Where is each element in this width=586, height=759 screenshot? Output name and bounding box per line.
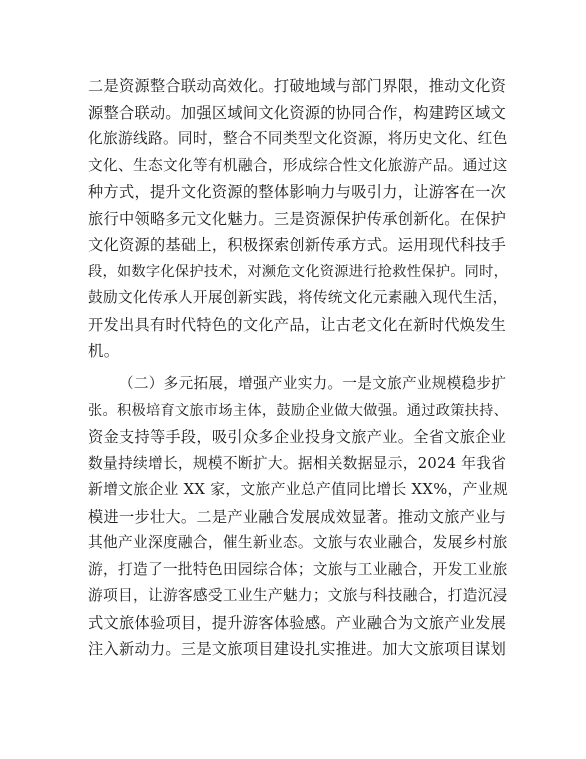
paragraph-line: 张。积极培育文旅市场主体，鼓励企业做大做强。通过政策扶持、 bbox=[88, 402, 508, 419]
paragraph-line: 种方式，提升文化资源的整体影响力与吸引力，让游客在一次 bbox=[88, 183, 507, 201]
paragraph-line: 新增文旅企业 XX 家，文旅产业总产值同比增长 XX%，产业规 bbox=[88, 481, 508, 498]
paragraph-line: 数量持续增长，规模不断扩大。据相关数据显示，2024 年我省 bbox=[88, 454, 507, 472]
paragraph-line: 二是资源整合联动高效化。打破地域与部门界限，推动文化资 bbox=[88, 77, 507, 95]
paragraph-resource-integration bbox=[88, 73, 508, 365]
paragraph-line: 开发出具有时代特色的文化产品，让古老文化在新时代焕发生 bbox=[88, 315, 507, 334]
paragraph-line: 鼓励文化传承人开展创新实践，将传统文化元素融入现代生活， bbox=[88, 289, 508, 306]
paragraph-industry-expansion bbox=[88, 371, 508, 663]
paragraph-line: 游项目，让游客感受工业生产魅力；文旅与科技融合，打造沉浸 bbox=[88, 587, 508, 604]
paragraph-line: 其他产业深度融合，催生新业态。文旅与农业融合，发展乡村旅 bbox=[88, 534, 508, 551]
paragraph-line: 机。 bbox=[88, 342, 120, 360]
paragraph-line: （二）多元拓展，增强产业实力。一是文旅产业规模稳步扩 bbox=[119, 375, 507, 392]
paragraph-line: 源整合联动。加强区域间文化资源的协同合作，构建跨区域文 bbox=[88, 103, 507, 122]
paragraph-line: 文化资源的基础上，积极探索创新传承方式。运用现代科技手 bbox=[88, 236, 507, 254]
paragraph-line: 游，打造了一批特色田园综合体；文旅与工业融合，开发工业旅 bbox=[88, 560, 508, 578]
paragraph-line: 模进一步壮大。二是产业融合发展成效显著。推动文旅产业与 bbox=[88, 507, 507, 526]
paragraph-line: 文化、生态文化等有机融合，形成综合性文化旅游产品。通过这 bbox=[88, 156, 508, 174]
paragraph-line: 资金支持等手段，吸引众多企业投身文旅产业。全省文旅企业 bbox=[88, 428, 507, 446]
paragraph-line: 旅行中领略多元文化魅力。三是资源保护传承创新化。在保护 bbox=[88, 209, 507, 228]
paragraph-line: 注入新动力。三是文旅项目建设扎实推进。加大文旅项目谋划 bbox=[88, 640, 507, 658]
paragraph-line: 式文旅体验项目，提升游客体验感。产业融合为文旅产业发展 bbox=[88, 613, 507, 632]
paragraph-line: 段，如数字化保护技术，对濒危文化资源进行抢救性保护。同时， bbox=[88, 263, 508, 280]
paragraph-line: 化旅游线路。同时，整合不同类型文化资源，将历史文化、红色 bbox=[88, 130, 508, 147]
